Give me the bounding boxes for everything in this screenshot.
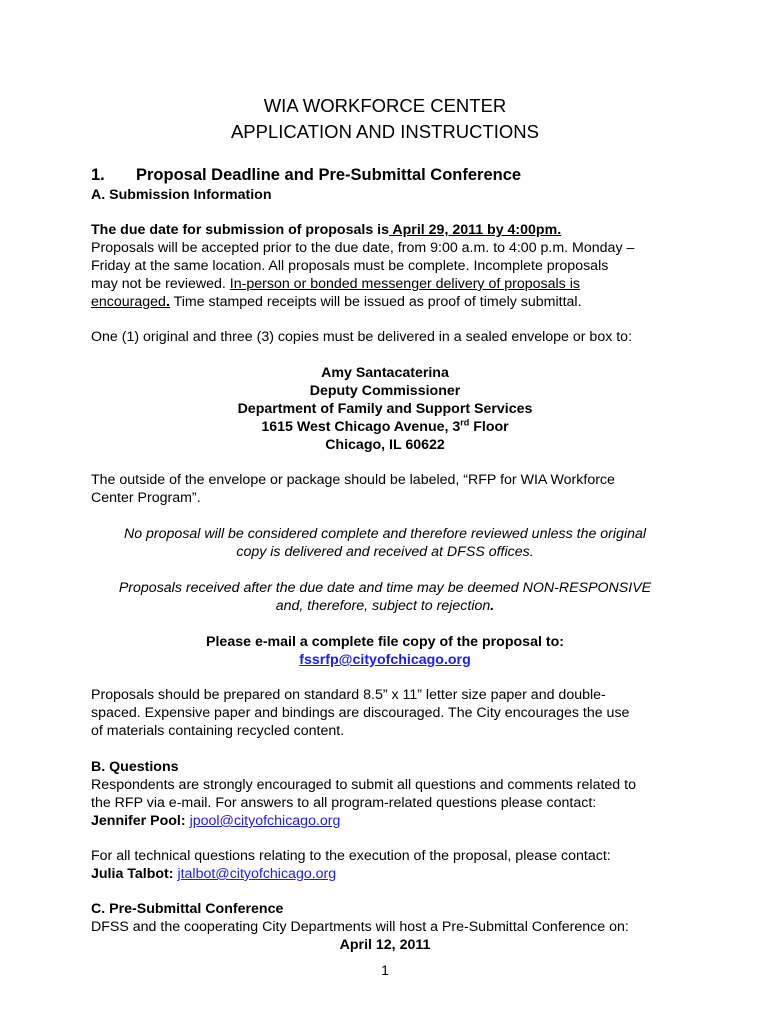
title-line-2: APPLICATION AND INSTRUCTIONS [230, 121, 540, 142]
copies-instruction: One (1) original and three (3) copies must be delivered in a sealed envelope or box to: [91, 329, 633, 345]
timestamp-note: Time stamped receipts will be issued as proof of timely submittal. [169, 294, 582, 310]
address-department: Department of Family and Support Services [237, 401, 533, 417]
delivery-encouraged-period: . [165, 294, 170, 310]
completeness-notice: No proposal will be considered complete and therefore reviewed unless the original copy is delivered and received at DFSS offices. [123, 526, 647, 560]
address-name: Amy Santacaterina [321, 365, 449, 381]
document-title [0, 93, 770, 145]
submission-paragraph [91, 221, 691, 311]
title-line-1: WIA WORKFORCE CENTER [263, 95, 507, 116]
contact-jennifer-email-link[interactable]: jpool@cityofchicago.org [189, 813, 341, 829]
delivery-encouraged-b: encouraged [91, 294, 166, 310]
address-city: Chicago, IL 60622 [325, 437, 445, 453]
subsection-b: B. Questions Respondents are strongly encouraged to submit all questions and comments related to the RFP via e-mail. For answers to all program-related questions please contact: Jennifer Pool: jpool@cityofchicago.org [91, 758, 691, 830]
subsection-a-heading: A. Submission Information [91, 187, 272, 203]
subsection-c-heading: C. Pre-Submittal Conference [91, 901, 284, 917]
late-proposal-notice: Proposals received after the due date and time may be deemed NON-RESPONSIVE and, therefore, subject to rejection. [118, 580, 652, 614]
proposal-email-link[interactable]: fssrfp@cityofchicago.org [299, 652, 471, 668]
email-request [0, 633, 770, 669]
paper-instructions: Proposals should be prepared on standard 8.5” x 11” letter size paper and double- spaced. Expensive paper and bindings are discouraged. The City encourages the use of materials containing recycled content. [91, 687, 630, 739]
technical-contact: For all technical questions relating to the execution of the proposal, please contact: Julia Talbot: jtalbot@cityofchicago.org [91, 848, 611, 882]
page-number: 1 [381, 962, 389, 978]
address-role: Deputy Commissioner [309, 383, 461, 399]
conference-date: April 12, 2011 [339, 937, 431, 953]
delivery-address [0, 364, 770, 454]
due-date: April 29, 2011 by 4:00pm. [388, 222, 562, 238]
subsection-c: C. Pre-Submittal Conference DFSS and the cooperating City Departments will host a Pre-Submittal Conference on: [91, 900, 691, 936]
delivery-encouraged-a: In-person or bonded messenger delivery of proposals is [229, 276, 580, 292]
email-request-text: Please e-mail a complete file copy of the proposal to: [206, 634, 564, 650]
section-1-heading [91, 165, 521, 185]
label-instruction: The outside of the envelope or package should be labeled, “RFP for WIA Workforce Center Program”. [91, 472, 615, 506]
subsection-b-heading: B. Questions [91, 759, 179, 775]
due-date-prefix: The due date for submission of proposals is [91, 222, 389, 238]
submission-line-3a: may not be reviewed. [91, 276, 230, 292]
section-1-title: Proposal Deadline and Pre-Submittal Conference [136, 166, 522, 184]
contact-jennifer-name: Jennifer Pool: [91, 813, 186, 829]
submission-line-2: Friday at the same location. All proposals must be complete. Incomplete proposals [91, 258, 609, 274]
contact-julia-email-link[interactable]: jtalbot@cityofchicago.org [177, 866, 337, 882]
address-street: 1615 West Chicago Avenue, 3rd Floor [261, 417, 509, 435]
section-1-number: 1. [91, 166, 105, 184]
contact-julia-name: Julia Talbot: [91, 866, 174, 882]
submission-line-1: Proposals will be accepted prior to the due date, from 9:00 a.m. to 4:00 p.m. Monday – [91, 240, 635, 256]
